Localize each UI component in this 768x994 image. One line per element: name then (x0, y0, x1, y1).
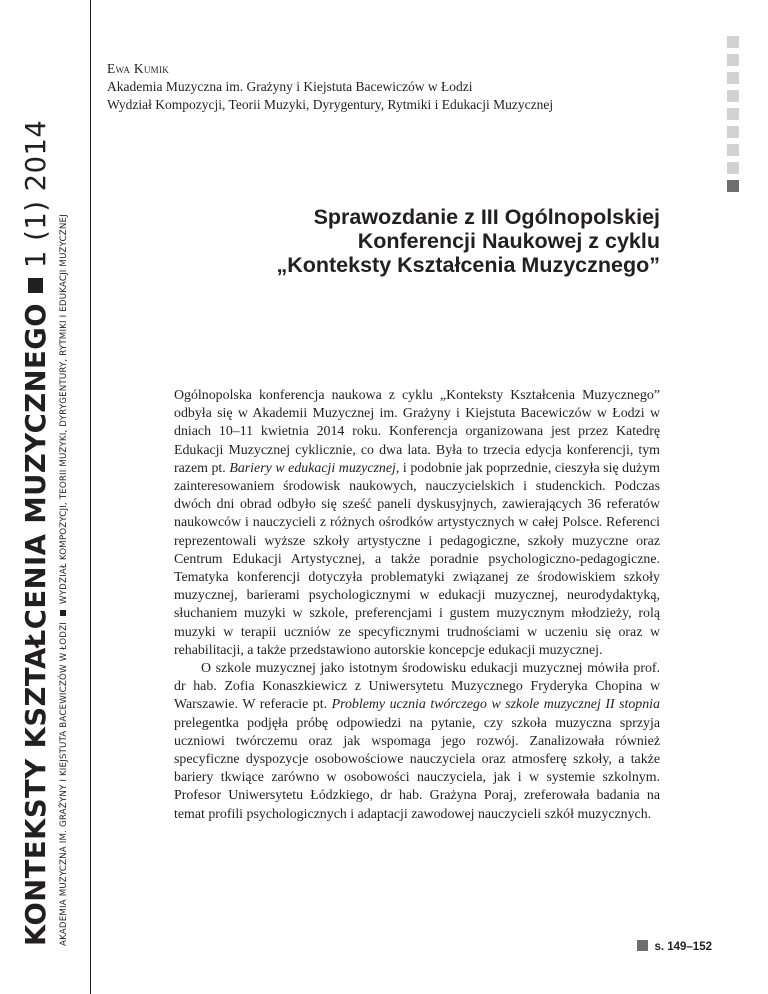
spine-title-line (22, 120, 52, 946)
deco-square-icon (727, 36, 739, 48)
text-run: , i podobnie jak poprzednie, cieszyła się dużym zainteresowaniem środowisk naukowych, nauczycielskich i studenckich. Podczas dwóch dni obrad odbyło się sześć paneli dyskusyjnych, zawierających 36 referatów naukowców i nauczycieli z różnych ośrodków artystycznych w całej Polsce. Referenci reprezentowali wyższe szkoły artystyczne i pedagogiczne, szkoły muzyczne oraz Centrum Edukacji Artystycznej, a także poradnie psychologiczno-pedagogiczne. Tematyka konferencji dotyczyła problematyki związanej ze środowiskiem szkoły muzycznej, barierami psychologicznymi w edukacji muzycznej, neurodydaktyką, słuchaniem muzyki w szkole, preferencjami i gustem muzycznym młodzieży, rolą muzyki w terapii uczniów ze specyficznymi trudnościami w uczeniu się oraz w rehabilitacji, a także przedstawiono autorskie koncepcje edukacji muzycznej. (174, 460, 660, 658)
decorative-squares (727, 36, 741, 198)
text-run: O szkole muzycznej jako istotnym środowisku edukacji muzycznej mówiła prof. dr hab. Zofia Konaszkiewicz z Uniwersytetu Muzycznego Fryderyka Chopina w Warszawie. W referacie pt. (174, 661, 660, 713)
square-separator-icon (28, 278, 43, 293)
article-title (220, 205, 660, 277)
author-name: Ewa Kumik (107, 61, 170, 76)
title-line: Konferencji Naukowej z cyklu (357, 229, 660, 253)
deco-square-icon (727, 108, 739, 120)
author-block (107, 60, 553, 114)
author-department: Wydział Kompozycji, Teorii Muzyki, Dyrygentury, Rytmiki i Edukacji Muzycznej (107, 97, 554, 112)
spine-faculty: WYDZIAŁ KOMPOZYCJI, TEORII MUZYKI, DYRYGENTURY, RYTMIKI I EDUKACJI MUZYCZNEJ (59, 214, 69, 605)
deco-square-icon (727, 144, 739, 156)
italic-title: Problemy ucznia twórczego w szkole muzycznej II stopnia (331, 697, 660, 713)
text-run: prelegentka podjęła próbę odpowiedzi na pytanie, czy szkoła muzyczna sprzyja uczniowi twórczemu oraz jak wspomaga jego rozwój. Zanalizowała również specyficzne dyspozycje osobowościowe nauczyciela oraz atmosferę szkoły, a także bariery tkwiące zarówno w osobowości nauczyciela, jak i w systemie szkolnym. Profesor Uniwersytetu Łódzkiego, dr hab. Grażyna Poraj, zreferowała badania na temat profili psychologicznych i adaptacji zawodowej nauczycieli szkół muzycznych. (174, 715, 660, 822)
body-paragraph (174, 387, 660, 660)
deco-square-icon (727, 162, 739, 174)
title-line: Sprawozdanie z III Ogólnopolskiej (313, 205, 660, 229)
journal-title: KONTEKSTY KSZTAŁCENIA MUZYCZNEGO (21, 302, 52, 946)
page-range: s. 149–152 (654, 941, 712, 953)
journal-issue: 1 (1) 2014 (21, 119, 52, 268)
page-reference (637, 941, 712, 953)
square-marker-icon (637, 940, 648, 951)
small-square-separator-icon (60, 610, 66, 616)
title-line: „Konteksty Kształcenia Muzycznego” (276, 253, 660, 277)
article-body (174, 387, 660, 824)
deco-square-icon (727, 72, 739, 84)
spine-divider (90, 0, 91, 994)
deco-square-icon (727, 54, 739, 66)
deco-square-active-icon (727, 180, 739, 192)
spine-affiliation-line (58, 214, 70, 946)
journal-spine (0, 0, 90, 994)
text-run: Ogólnopolska konferencja naukowa z cyklu „Konteksty Kształcenia Muzycznego” odbyła się w Akademii Muzycznej im. Grażyny i Kiejstuta Bacewiczów w Łodzi w dniach 10–11 kwietnia 2014 roku. Konferencja organizowana jest przez Katedrę Edukacji Muzycznej cyklicznie, co dwa lata. Była to trzecia edycja konferencji, tym razem pt. (174, 388, 660, 476)
spine-academy: AKADEMIA MUZYCZNA IM. GRAŻYNY I KIEJSTUTA BACEWICZÓW W ŁODZI (59, 622, 69, 946)
body-paragraph (174, 660, 660, 824)
italic-title: Bariery w edukacji muzycznej (229, 460, 396, 476)
deco-square-icon (727, 126, 739, 138)
spine-rotated-content (0, 0, 90, 994)
author-institution: Akademia Muzyczna im. Grażyny i Kiejstuta Bacewiczów w Łodzi (107, 79, 473, 94)
deco-square-icon (727, 90, 739, 102)
